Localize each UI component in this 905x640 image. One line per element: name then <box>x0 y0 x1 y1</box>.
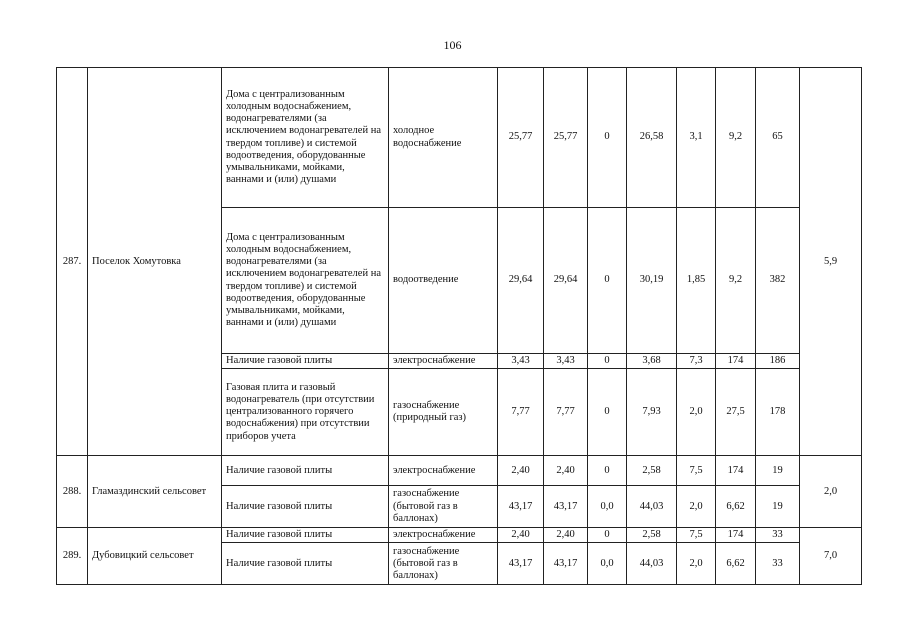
value-cell: 3,1 <box>677 68 716 208</box>
value-cell: 9,2 <box>716 68 756 208</box>
service-type: электроснабжение <box>389 354 498 369</box>
service-type: электроснабжение <box>389 456 498 486</box>
value-cell: 7,5 <box>677 528 716 543</box>
value-cell: 0 <box>588 528 627 543</box>
housing-description: Наличие газовой плиты <box>222 486 389 528</box>
value-cell: 7,3 <box>677 354 716 369</box>
final-value: 7,0 <box>800 528 862 585</box>
value-cell: 33 <box>756 528 800 543</box>
value-cell: 0 <box>588 208 627 354</box>
value-cell: 7,93 <box>627 369 677 456</box>
value-cell: 0,0 <box>588 543 627 585</box>
value-cell: 43,17 <box>544 543 588 585</box>
value-cell: 43,17 <box>544 486 588 528</box>
value-cell: 33 <box>756 543 800 585</box>
final-value: 2,0 <box>800 456 862 528</box>
value-cell: 2,58 <box>627 528 677 543</box>
housing-description: Дома с централизованным холодным водоснабжением, водонагревателями (за исключением водонагревателей на твердом топливе) и системой водоотведения, оборудованные умывальниками, мойками, ваннами и (или) душами <box>222 68 389 208</box>
value-cell: 1,85 <box>677 208 716 354</box>
housing-description: Газовая плита и газовый водонагреватель (при отсутствии централизованного горячего водоснабжения) при отсутствии приборов учета <box>222 369 389 456</box>
table-row <box>57 456 862 486</box>
row-index: 288. <box>57 456 88 528</box>
value-cell: 25,77 <box>498 68 544 208</box>
value-cell: 0 <box>588 456 627 486</box>
housing-description: Дома с централизованным холодным водоснабжением, водонагревателями (за исключением водонагревателей на твердом топливе) и системой водоотведения, оборудованные умывальниками, мойками, ваннами и (или) душами <box>222 208 389 354</box>
value-cell: 2,40 <box>498 528 544 543</box>
settlement-name: Поселок Хомутовка <box>88 68 222 456</box>
housing-description: Наличие газовой плиты <box>222 456 389 486</box>
value-cell: 174 <box>716 456 756 486</box>
value-cell: 7,77 <box>498 369 544 456</box>
value-cell: 2,58 <box>627 456 677 486</box>
housing-description: Наличие газовой плиты <box>222 528 389 543</box>
row-index: 287. <box>57 68 88 456</box>
value-cell: 2,40 <box>544 528 588 543</box>
value-cell: 19 <box>756 456 800 486</box>
service-type: холодное водоснабжение <box>389 68 498 208</box>
value-cell: 6,62 <box>716 543 756 585</box>
service-type: водоотведение <box>389 208 498 354</box>
value-cell: 7,77 <box>544 369 588 456</box>
value-cell: 0 <box>588 354 627 369</box>
value-cell: 178 <box>756 369 800 456</box>
housing-description: Наличие газовой плиты <box>222 543 389 585</box>
value-cell: 43,17 <box>498 543 544 585</box>
value-cell: 3,43 <box>544 354 588 369</box>
value-cell: 2,0 <box>677 369 716 456</box>
row-index: 289. <box>57 528 88 585</box>
value-cell: 0,0 <box>588 486 627 528</box>
value-cell: 186 <box>756 354 800 369</box>
value-cell: 174 <box>716 528 756 543</box>
value-cell: 7,5 <box>677 456 716 486</box>
value-cell: 382 <box>756 208 800 354</box>
housing-description: Наличие газовой плиты <box>222 354 389 369</box>
value-cell: 29,64 <box>498 208 544 354</box>
settlement-name: Дубовицкий сельсовет <box>88 528 222 585</box>
value-cell: 2,0 <box>677 543 716 585</box>
value-cell: 27,5 <box>716 369 756 456</box>
value-cell: 44,03 <box>627 543 677 585</box>
service-type: электроснабжение <box>389 528 498 543</box>
tariff-table <box>56 67 862 585</box>
value-cell: 65 <box>756 68 800 208</box>
value-cell: 3,43 <box>498 354 544 369</box>
service-type: газоснабжение (бытовой газ в баллонах) <box>389 543 498 585</box>
value-cell: 9,2 <box>716 208 756 354</box>
value-cell: 29,64 <box>544 208 588 354</box>
value-cell: 25,77 <box>544 68 588 208</box>
page-number: 106 <box>443 38 462 52</box>
final-value: 5,9 <box>800 68 862 456</box>
settlement-name: Гламаздинский сельсовет <box>88 456 222 528</box>
value-cell: 174 <box>716 354 756 369</box>
value-cell: 2,0 <box>677 486 716 528</box>
value-cell: 30,19 <box>627 208 677 354</box>
service-type: газоснабжение (бытовой газ в баллонах) <box>389 486 498 528</box>
value-cell: 43,17 <box>498 486 544 528</box>
value-cell: 2,40 <box>544 456 588 486</box>
service-type: газоснабжение (природный газ) <box>389 369 498 456</box>
value-cell: 26,58 <box>627 68 677 208</box>
table-row <box>57 68 862 208</box>
value-cell: 44,03 <box>627 486 677 528</box>
value-cell: 3,68 <box>627 354 677 369</box>
value-cell: 2,40 <box>498 456 544 486</box>
table-row <box>57 528 862 543</box>
value-cell: 19 <box>756 486 800 528</box>
value-cell: 6,62 <box>716 486 756 528</box>
value-cell: 0 <box>588 369 627 456</box>
value-cell: 0 <box>588 68 627 208</box>
